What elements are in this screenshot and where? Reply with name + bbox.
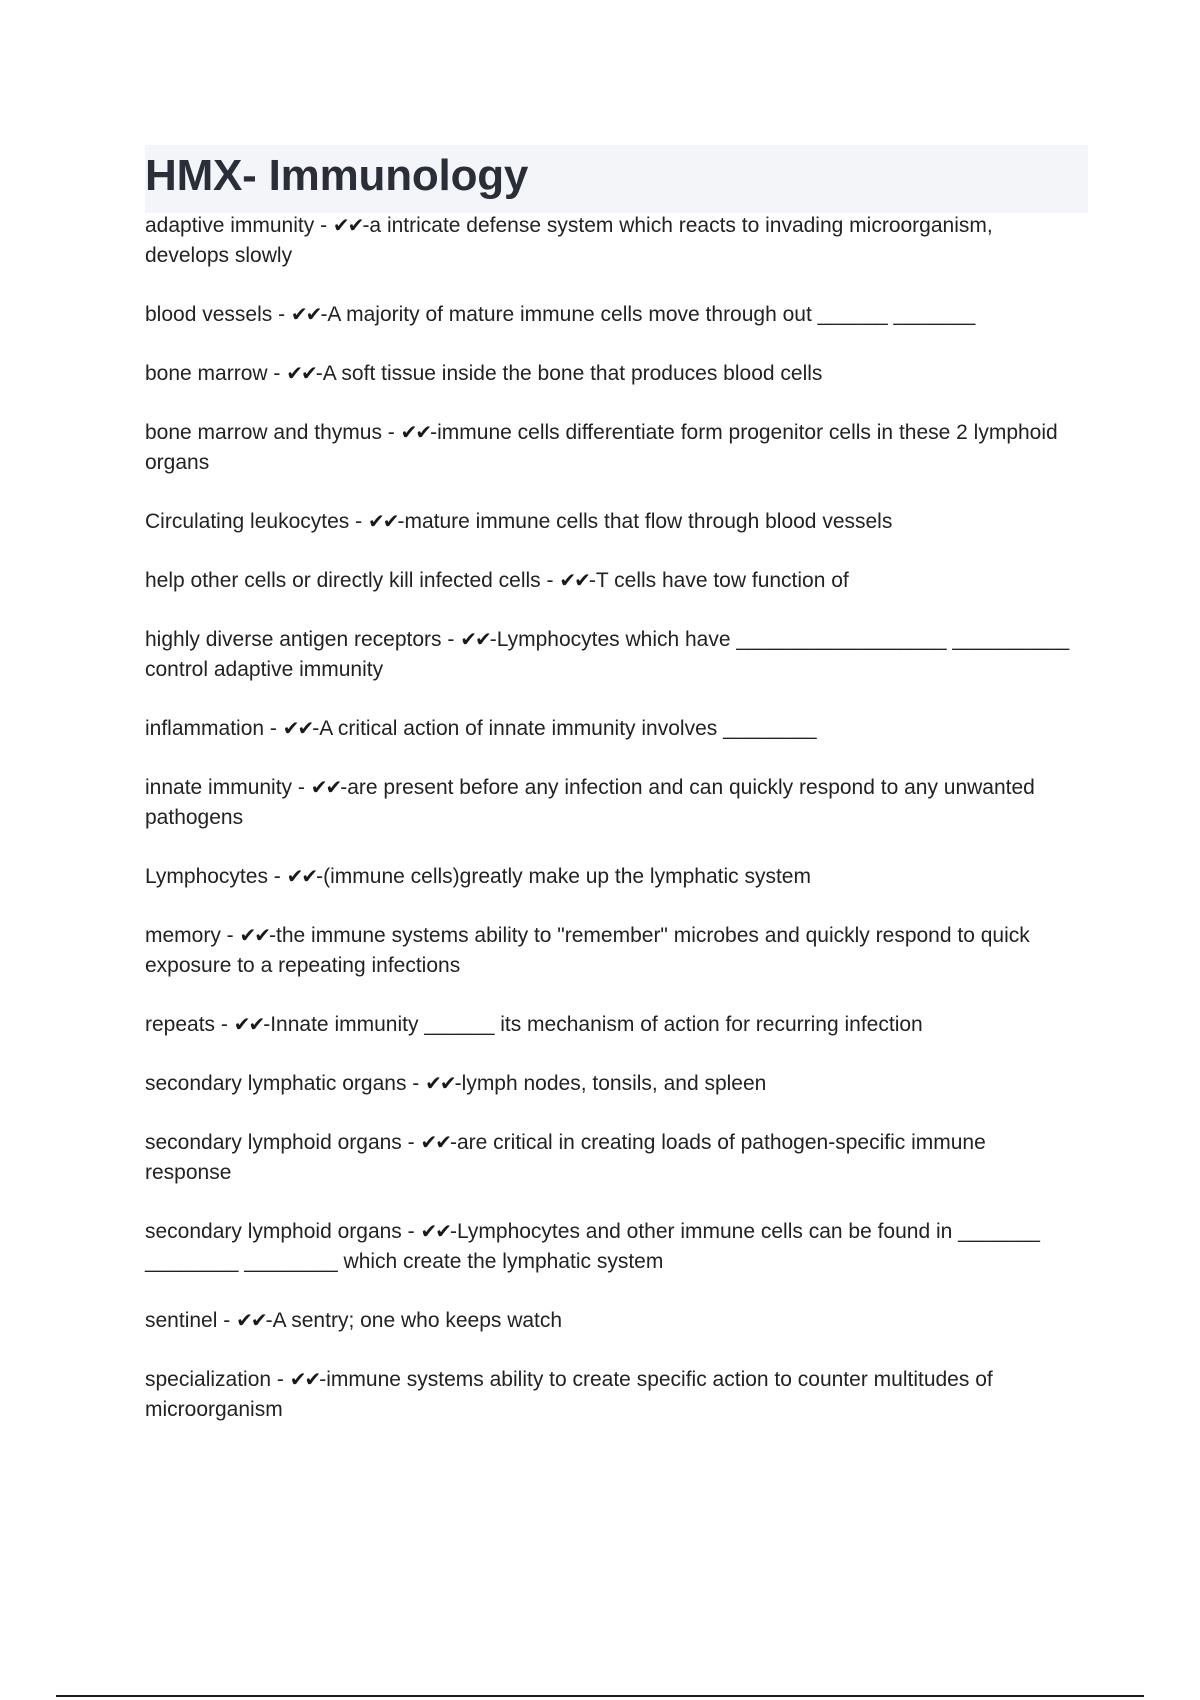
entry-definition: -lymph nodes, tonsils, and spleen bbox=[454, 1072, 767, 1095]
flashcard-entry bbox=[145, 624, 1075, 685]
entry-separator: - bbox=[406, 1072, 426, 1095]
entry-term: secondary lymphatic organs bbox=[145, 1072, 407, 1095]
entry-separator: - bbox=[267, 865, 287, 888]
entry-separator: - bbox=[314, 214, 333, 237]
flashcard-list bbox=[145, 210, 1075, 1453]
entry-definition: -are present before any infection and can quickly respond to any unwanted pathogens bbox=[145, 776, 1035, 829]
double-check-icon: ✔✔ bbox=[400, 420, 431, 444]
flashcard-entry bbox=[145, 565, 1075, 596]
flashcard-entry bbox=[145, 1068, 1075, 1099]
entry-term: blood vessels bbox=[145, 303, 273, 326]
flashcard-entry bbox=[145, 713, 1075, 744]
entry-separator: - bbox=[264, 717, 283, 740]
entry-separator: - bbox=[349, 510, 368, 533]
entry-definition: -A sentry; one who keeps watch bbox=[265, 1309, 563, 1332]
flashcard-entry bbox=[145, 210, 1075, 271]
entry-term: help other cells or directly kill infected cells bbox=[145, 569, 541, 592]
flashcard-entry bbox=[145, 861, 1075, 892]
entry-separator: - bbox=[401, 1131, 421, 1154]
page-footer-rule bbox=[56, 1695, 1144, 1697]
entry-definition: -are critical in creating loads of pathogen-specific immune response bbox=[145, 1131, 986, 1184]
entry-separator: - bbox=[271, 1368, 290, 1391]
entry-definition: -Lymphocytes and other immune cells can be found in _______ ________ ________ which create the lymphatic system bbox=[145, 1220, 1040, 1273]
flashcard-entry bbox=[145, 1009, 1075, 1040]
flashcard-entry bbox=[145, 417, 1075, 478]
double-check-icon: ✔✔ bbox=[460, 627, 490, 651]
entry-definition: -A critical action of innate immunity involves ________ bbox=[312, 717, 817, 740]
entry-term: secondary lymphoid organs bbox=[145, 1220, 402, 1243]
entry-term: specialization bbox=[145, 1368, 272, 1391]
entry-term: adaptive immunity bbox=[145, 214, 315, 237]
double-check-icon: ✔✔ bbox=[282, 716, 313, 740]
entry-definition: -A majority of mature immune cells move through out ______ _______ bbox=[320, 303, 976, 326]
flashcard-entry bbox=[145, 1127, 1075, 1188]
entry-term: sentinel bbox=[145, 1309, 218, 1332]
flashcard-entry bbox=[145, 1364, 1075, 1425]
double-check-icon: ✔✔ bbox=[310, 775, 341, 799]
flashcard-entry bbox=[145, 1305, 1075, 1336]
entry-separator: - bbox=[215, 1013, 234, 1036]
entry-separator: - bbox=[267, 362, 287, 385]
entry-definition: -mature immune cells that flow through blood vessels bbox=[397, 510, 893, 533]
entry-definition: -immune cells differentiate form progenitor cells in these 2 lymphoid organs bbox=[145, 421, 1058, 474]
entry-term: Circulating leukocytes bbox=[145, 510, 350, 533]
entry-separator: - bbox=[292, 776, 311, 799]
flashcard-entry bbox=[145, 299, 1075, 330]
entry-separator: - bbox=[401, 1220, 421, 1243]
entry-separator: - bbox=[381, 421, 401, 444]
entry-definition: -(immune cells)greatly make up the lymphatic system bbox=[316, 865, 811, 888]
double-check-icon: ✔✔ bbox=[332, 213, 363, 237]
double-check-icon: ✔✔ bbox=[420, 1219, 450, 1243]
double-check-icon: ✔✔ bbox=[286, 361, 316, 385]
title-banner bbox=[145, 145, 1088, 213]
entry-separator: - bbox=[217, 1309, 237, 1332]
double-check-icon: ✔✔ bbox=[289, 1367, 320, 1391]
double-check-icon: ✔✔ bbox=[367, 509, 398, 533]
flashcard-entry bbox=[145, 506, 1075, 537]
double-check-icon: ✔✔ bbox=[559, 568, 589, 592]
entry-term: innate immunity bbox=[145, 776, 293, 799]
entry-separator: - bbox=[540, 569, 560, 592]
entry-definition: -the immune systems ability to "remember" microbes and quickly respond to quick exposure to a repeating infections bbox=[145, 924, 1030, 977]
entry-term: bone marrow bbox=[145, 362, 268, 385]
entry-definition: -T cells have tow function of bbox=[588, 569, 849, 592]
document-title: HMX- Immunology bbox=[145, 151, 529, 200]
entry-definition: -immune systems ability to create specific action to counter multitudes of microorganism bbox=[145, 1368, 993, 1421]
entry-definition: -Innate immunity ______ its mechanism of action for recurring infection bbox=[263, 1013, 923, 1036]
entry-definition: -Lymphocytes which have __________________ __________ control adaptive immunity bbox=[145, 628, 1070, 681]
double-check-icon: ✔✔ bbox=[236, 1308, 266, 1332]
entry-definition: -a intricate defense system which reacts to invading microorganism, develops slowly bbox=[145, 214, 993, 267]
double-check-icon: ✔✔ bbox=[233, 1012, 264, 1036]
entry-separator: - bbox=[441, 628, 461, 651]
double-check-icon: ✔✔ bbox=[425, 1071, 455, 1095]
entry-term: repeats bbox=[145, 1013, 216, 1036]
entry-term: Lymphocytes bbox=[145, 865, 268, 888]
flashcard-entry bbox=[145, 358, 1075, 389]
entry-term: highly diverse antigen receptors bbox=[145, 628, 442, 651]
entry-definition: -A soft tissue inside the bone that produces blood cells bbox=[315, 362, 823, 385]
double-check-icon: ✔✔ bbox=[239, 923, 270, 947]
flashcard-entry bbox=[145, 772, 1075, 833]
flashcard-entry bbox=[145, 1216, 1075, 1277]
entry-term: secondary lymphoid organs bbox=[145, 1131, 402, 1154]
double-check-icon: ✔✔ bbox=[286, 864, 317, 888]
entry-separator: - bbox=[220, 924, 240, 947]
entry-term: inflammation bbox=[145, 717, 265, 740]
entry-term: bone marrow and thymus bbox=[145, 421, 382, 444]
entry-separator: - bbox=[272, 303, 291, 326]
double-check-icon: ✔✔ bbox=[420, 1130, 450, 1154]
entry-term: memory bbox=[145, 924, 221, 947]
double-check-icon: ✔✔ bbox=[290, 302, 321, 326]
flashcard-entry bbox=[145, 920, 1075, 981]
